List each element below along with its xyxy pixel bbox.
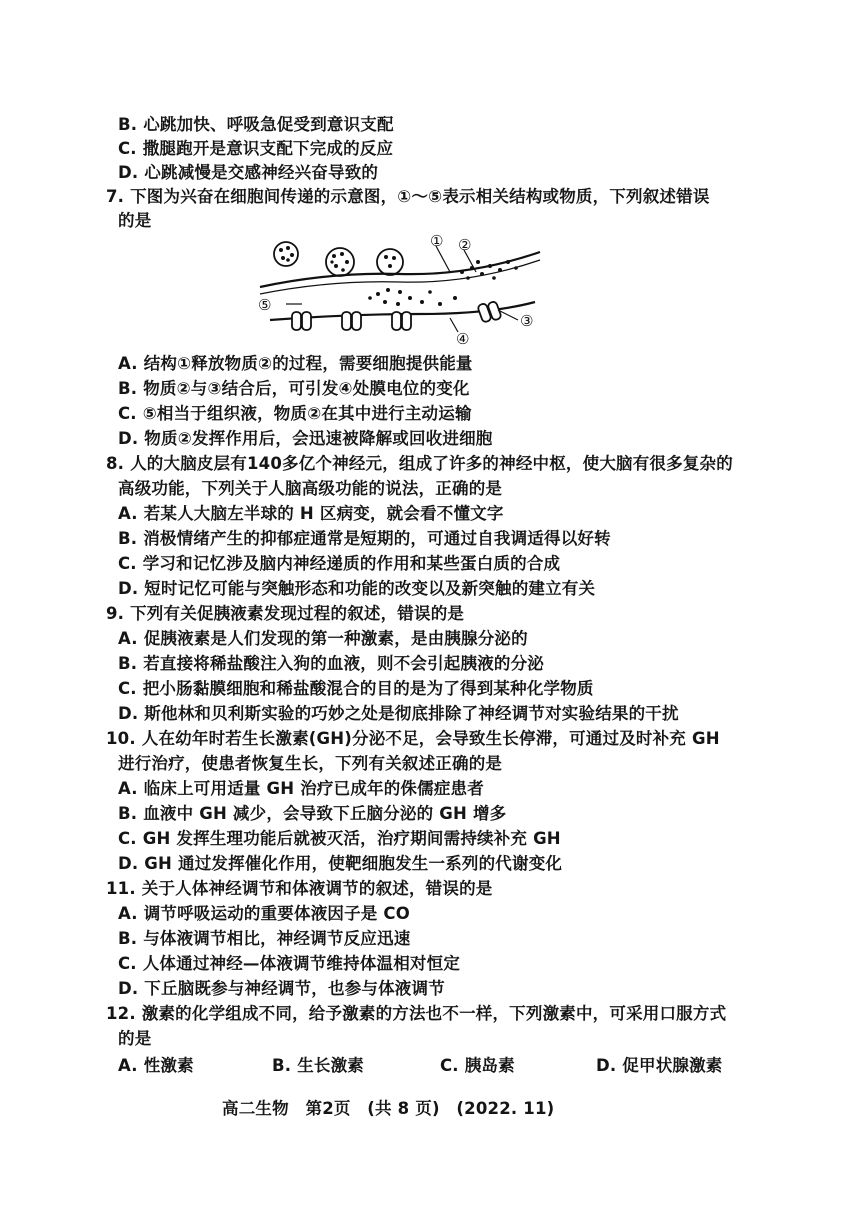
q11-option-c: C. 人体通过神经—体液调节维持体温相对恒定 <box>118 954 461 973</box>
q11-option-d: D. 下丘脑既参与神经调节，也参与体液调节 <box>118 979 445 998</box>
label-4: ④ <box>456 330 470 347</box>
q10-option-b: B. 血液中 GH 减少，会导致下丘脑分泌的 GH 增多 <box>118 804 507 823</box>
q12-stem-line1: 12. 激素的化学组成不同，给予激素的方法也不一样，下列激素中，可采用口服方式 <box>106 1004 727 1023</box>
q8-stem-line2: 高级功能，下列关于人脑高级功能的说法，正确的是 <box>118 479 503 498</box>
q6-option-c: C. 撒腿跑开是意识支配下完成的反应 <box>118 139 394 158</box>
label-2: ② <box>458 236 472 254</box>
q8-option-d: D. 短时记忆可能与突触形态和功能的改变以及新突触的建立有关 <box>118 579 596 598</box>
q7-option-d: D. 物质②发挥作用后，会迅速被降解或回收进细胞 <box>118 429 493 448</box>
q12-option-a: A. 性激素 <box>118 1056 194 1075</box>
q7-option-c: C. ⑤相当于组织液，物质②在其中进行主动运输 <box>118 404 472 423</box>
label-5: ⑤ <box>258 296 272 314</box>
q8-stem-line1: 8. 人的大脑皮层有140多亿个神经元，组成了许多的神经中枢，使大脑有很多复杂的 <box>106 454 733 473</box>
q9-option-c: C. 把小肠黏膜细胞和稀盐酸混合的目的是为了得到某种化学物质 <box>118 679 594 698</box>
q6-option-d: D. 心跳减慢是交感神经兴奋导致的 <box>118 163 379 182</box>
q9-option-d: D. 斯他林和贝利斯实验的巧妙之处是彻底排除了神经调节对实验结果的干扰 <box>118 704 679 723</box>
q6-option-b: B. 心跳加快、呼吸急促受到意识支配 <box>118 115 394 134</box>
q8-option-c: C. 学习和记忆涉及脑内神经递质的作用和某些蛋白质的合成 <box>118 554 561 573</box>
label-1: ① <box>430 232 444 250</box>
q11-stem: 11. 关于人体神经调节和体液调节的叙述，错误的是 <box>106 879 493 898</box>
q9-stem: 9. 下列有关促胰液素发现过程的叙述，错误的是 <box>106 604 465 623</box>
q8-option-a: A. 若某人大脑左半球的 H 区病变，就会看不懂文字 <box>118 504 504 523</box>
q12-option-b: B. 生长激素 <box>272 1056 364 1075</box>
q10-stem-line2: 进行治疗，使患者恢复生长，下列有关叙述正确的是 <box>118 754 503 773</box>
synapse-diagram <box>250 232 550 347</box>
q7-option-a: A. 结构①释放物质②的过程，需要细胞提供能量 <box>118 354 473 373</box>
vesicle <box>274 242 403 276</box>
q10-option-a: A. 临床上可用适量 GH 治疗已成年的侏儒症患者 <box>118 779 484 798</box>
q7-stem-line2: 的是 <box>118 211 152 230</box>
q10-option-d: D. GH 通过发挥催化作用，使靶细胞发生一系列的代谢变化 <box>118 854 563 873</box>
q8-option-b: B. 消极情绪产生的抑郁症通常是短期的，可通过自我调适得以好转 <box>118 529 611 548</box>
q11-option-a: A. 调节呼吸运动的重要体液因子是 CO <box>118 904 410 923</box>
q12-option-d: D. 促甲状腺激素 <box>596 1056 723 1075</box>
q9-option-a: A. 促胰液素是人们发现的第一种激素，是由胰腺分泌的 <box>118 629 528 648</box>
q7-stem-line1: 7. 下图为兴奋在细胞间传递的示意图，①～⑤表示相关结构或物质，下列叙述错误 <box>106 187 710 206</box>
q7-option-b: B. 物质②与③结合后，可引发④处膜电位的变化 <box>118 379 470 398</box>
q12-stem-line2: 的是 <box>118 1029 152 1048</box>
label-3: ③ <box>520 312 534 330</box>
page-footer: 高二生物 第2页 (共 8 页) (2022. 11) <box>222 1099 555 1118</box>
q12-option-c: C. 胰岛素 <box>440 1056 515 1075</box>
q10-stem-line1: 10. 人在幼年时若生长激素(GH)分泌不足，会导致生长停滞，可通过及时补充 GH <box>106 729 720 748</box>
q10-option-c: C. GH 发挥生理功能后就被灭活，治疗期间需持续补充 GH <box>118 829 561 848</box>
q9-option-b: B. 若直接将稀盐酸注入狗的血液，则不会引起胰液的分泌 <box>118 654 544 673</box>
q11-option-b: B. 与体液调节相比，神经调节反应迅速 <box>118 929 411 948</box>
